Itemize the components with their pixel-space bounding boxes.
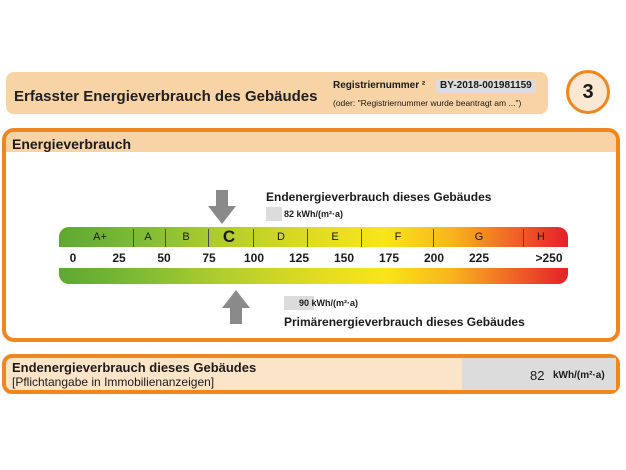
summary-value: 82 bbox=[530, 368, 545, 383]
tick-label: 75 bbox=[202, 251, 216, 265]
class-label-b: B bbox=[182, 231, 190, 243]
page-number-badge: 3 bbox=[566, 70, 610, 114]
class-label-a: A bbox=[144, 231, 152, 243]
primary-energy-number: 90 bbox=[299, 298, 310, 308]
end-energy-number: 82 bbox=[284, 209, 295, 219]
energy-scale-bar-top bbox=[59, 227, 568, 247]
class-divider bbox=[523, 229, 524, 247]
summary-unit: kWh/(m²·a) bbox=[553, 370, 605, 381]
primary-energy-arrow-icon bbox=[222, 290, 250, 324]
registration-label: Registriernummer ² bbox=[333, 80, 426, 91]
class-divider bbox=[165, 229, 166, 247]
primary-energy-value bbox=[299, 298, 358, 308]
tick-label: 175 bbox=[378, 251, 400, 265]
tick-label: 0 bbox=[69, 251, 77, 265]
page-title: Erfasster Energieverbrauch des Gebäudes bbox=[14, 88, 318, 105]
energy-scale-bar-bottom bbox=[59, 268, 568, 284]
primary-energy-unit: kWh/(m²·a) bbox=[311, 298, 359, 308]
class-label-a-plus: A+ bbox=[93, 231, 107, 243]
tick-label: 150 bbox=[333, 251, 355, 265]
class-divider bbox=[208, 229, 209, 247]
primary-energy-label: Primärenergieverbrauch dieses Gebäudes bbox=[284, 315, 525, 329]
class-label-e: E bbox=[331, 231, 339, 243]
class-label-f: F bbox=[394, 231, 402, 243]
class-label-c-active: C bbox=[222, 227, 236, 246]
end-energy-label: Endenergieverbrauch dieses Gebäudes bbox=[266, 190, 492, 204]
end-energy-arrow-icon bbox=[208, 190, 236, 224]
tick-label: >250 bbox=[535, 251, 563, 265]
tick-label: 100 bbox=[243, 251, 265, 265]
end-energy-unit: kWh/(m²·a) bbox=[296, 209, 344, 219]
class-divider bbox=[361, 229, 362, 247]
summary-title: Endenergieverbrauch dieses Gebäudes bbox=[12, 360, 257, 375]
summary-subtitle: [Pflichtangabe in Immobilienanzeigen] bbox=[12, 375, 215, 389]
tick-label: 125 bbox=[288, 251, 310, 265]
end-energy-value-box bbox=[266, 207, 282, 221]
energy-section-title: Energieverbrauch bbox=[12, 136, 132, 152]
tick-label: 200 bbox=[423, 251, 445, 265]
class-label-d: D bbox=[277, 231, 285, 243]
class-divider bbox=[433, 229, 434, 247]
class-divider bbox=[307, 229, 308, 247]
class-divider bbox=[253, 229, 254, 247]
class-divider bbox=[133, 229, 134, 247]
class-label-h: H bbox=[537, 231, 545, 243]
class-label-g: G bbox=[474, 231, 484, 243]
tick-label: 225 bbox=[468, 251, 490, 265]
end-energy-value bbox=[284, 209, 343, 219]
tick-label: 50 bbox=[157, 251, 171, 265]
registration-note: (oder: "Registriernummer wurde beantragt am ...") bbox=[333, 98, 522, 108]
tick-label: 25 bbox=[112, 251, 126, 265]
registration-number: BY-2018-001981159 bbox=[436, 79, 536, 93]
